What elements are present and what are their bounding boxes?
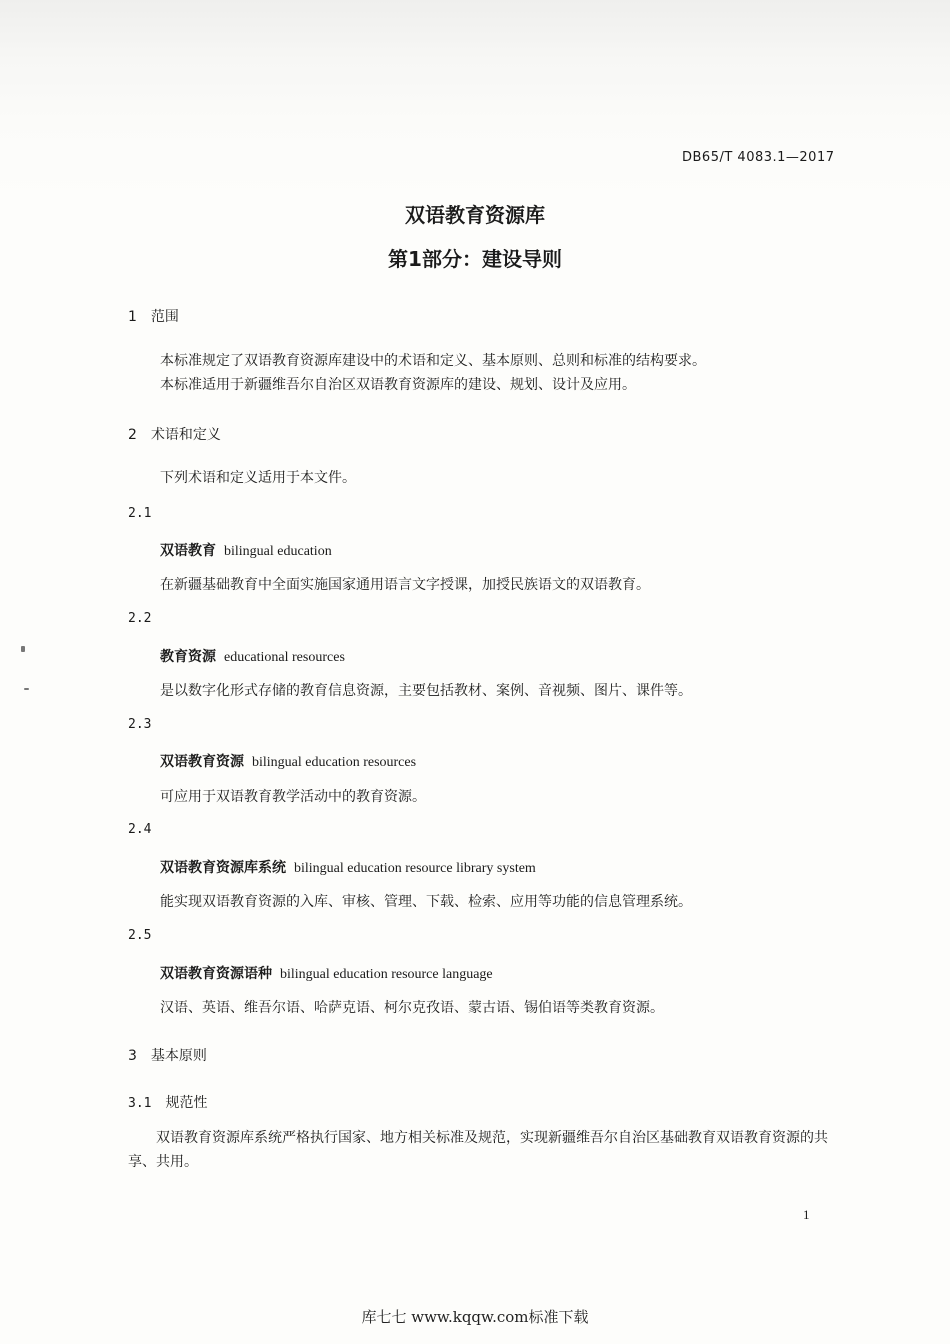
section-3-1-paragraph: 双语教育资源库系统严格执行国家、地方相关标准及规范，实现新疆维吾尔自治区基础教育双语教育资源的共享、共用。 xyxy=(128,1130,828,1170)
term-definition: 汉语、英语、维吾尔语、哈萨克语、柯尔克孜语、蒙古语、锡伯语等类教育资源。 xyxy=(160,1000,664,1016)
term-zh: 双语教育资源库系统 xyxy=(160,860,286,876)
document-title: 双语教育资源库 xyxy=(405,203,545,227)
term-en: bilingual education resource language xyxy=(280,967,493,982)
term-zh: 双语教育资源语种 xyxy=(160,966,272,982)
section-3-heading xyxy=(128,1045,207,1065)
section-title: 术语和定义 xyxy=(150,427,221,443)
term-en: educational resources xyxy=(224,650,345,665)
term-number: 2.2 xyxy=(128,611,152,626)
term-number: 2.5 xyxy=(128,928,152,943)
term-heading xyxy=(160,857,536,877)
term-heading xyxy=(160,963,493,983)
scan-speck xyxy=(24,688,29,690)
term-heading xyxy=(160,751,416,771)
term-en: bilingual education xyxy=(224,544,332,559)
section-number: 3 xyxy=(128,1048,137,1064)
term-zh: 双语教育资源 xyxy=(160,754,244,770)
watermark-text: 库七七 www.kqqw.com标准下载 xyxy=(361,1308,589,1326)
standard-code: DB65/T 4083.1—2017 xyxy=(682,150,835,165)
term-heading xyxy=(160,540,332,560)
term-en: bilingual education resource library system xyxy=(294,861,536,876)
section-title: 范围 xyxy=(150,309,179,325)
subsection-number: 3.1 xyxy=(128,1096,152,1111)
subsection-title: 规范性 xyxy=(165,1095,208,1111)
term-number: 2.4 xyxy=(128,822,152,837)
term-definition: 可应用于双语教育教学活动中的教育资源。 xyxy=(160,789,426,805)
term-heading xyxy=(160,646,345,666)
term-number: 2.1 xyxy=(128,506,152,521)
document-subtitle: 第1部分：建设导则 xyxy=(388,247,562,271)
section-2-heading xyxy=(128,424,221,444)
term-zh: 教育资源 xyxy=(160,649,216,665)
term-definition: 是以数字化形式存储的教育信息资源，主要包括教材、案例、音视频、图片、课件等。 xyxy=(160,683,692,699)
section-1-heading xyxy=(128,306,179,326)
section-number: 2 xyxy=(128,427,137,443)
term-number: 2.3 xyxy=(128,717,152,732)
term-definition: 能实现双语教育资源的入库、审核、管理、下载、检索、应用等功能的信息管理系统。 xyxy=(160,894,692,910)
section-number: 1 xyxy=(128,309,137,325)
section-1-paragraph-1: 本标准规定了双语教育资源库建设中的术语和定义、基本原则、总则和标准的结构要求。 xyxy=(160,353,706,369)
section-title: 基本原则 xyxy=(150,1048,207,1064)
section-2-intro: 下列术语和定义适用于本文件。 xyxy=(160,470,356,486)
section-1-paragraph-2: 本标准适用于新疆维吾尔自治区双语教育资源库的建设、规划、设计及应用。 xyxy=(160,377,636,393)
scan-speck xyxy=(21,646,25,652)
term-definition: 在新疆基础教育中全面实施国家通用语言文字授课，加授民族语文的双语教育。 xyxy=(160,577,650,593)
term-zh: 双语教育 xyxy=(160,543,216,559)
term-en: bilingual education resources xyxy=(252,755,417,770)
section-3-1-heading xyxy=(128,1092,207,1112)
page-number: 1 xyxy=(803,1207,810,1222)
